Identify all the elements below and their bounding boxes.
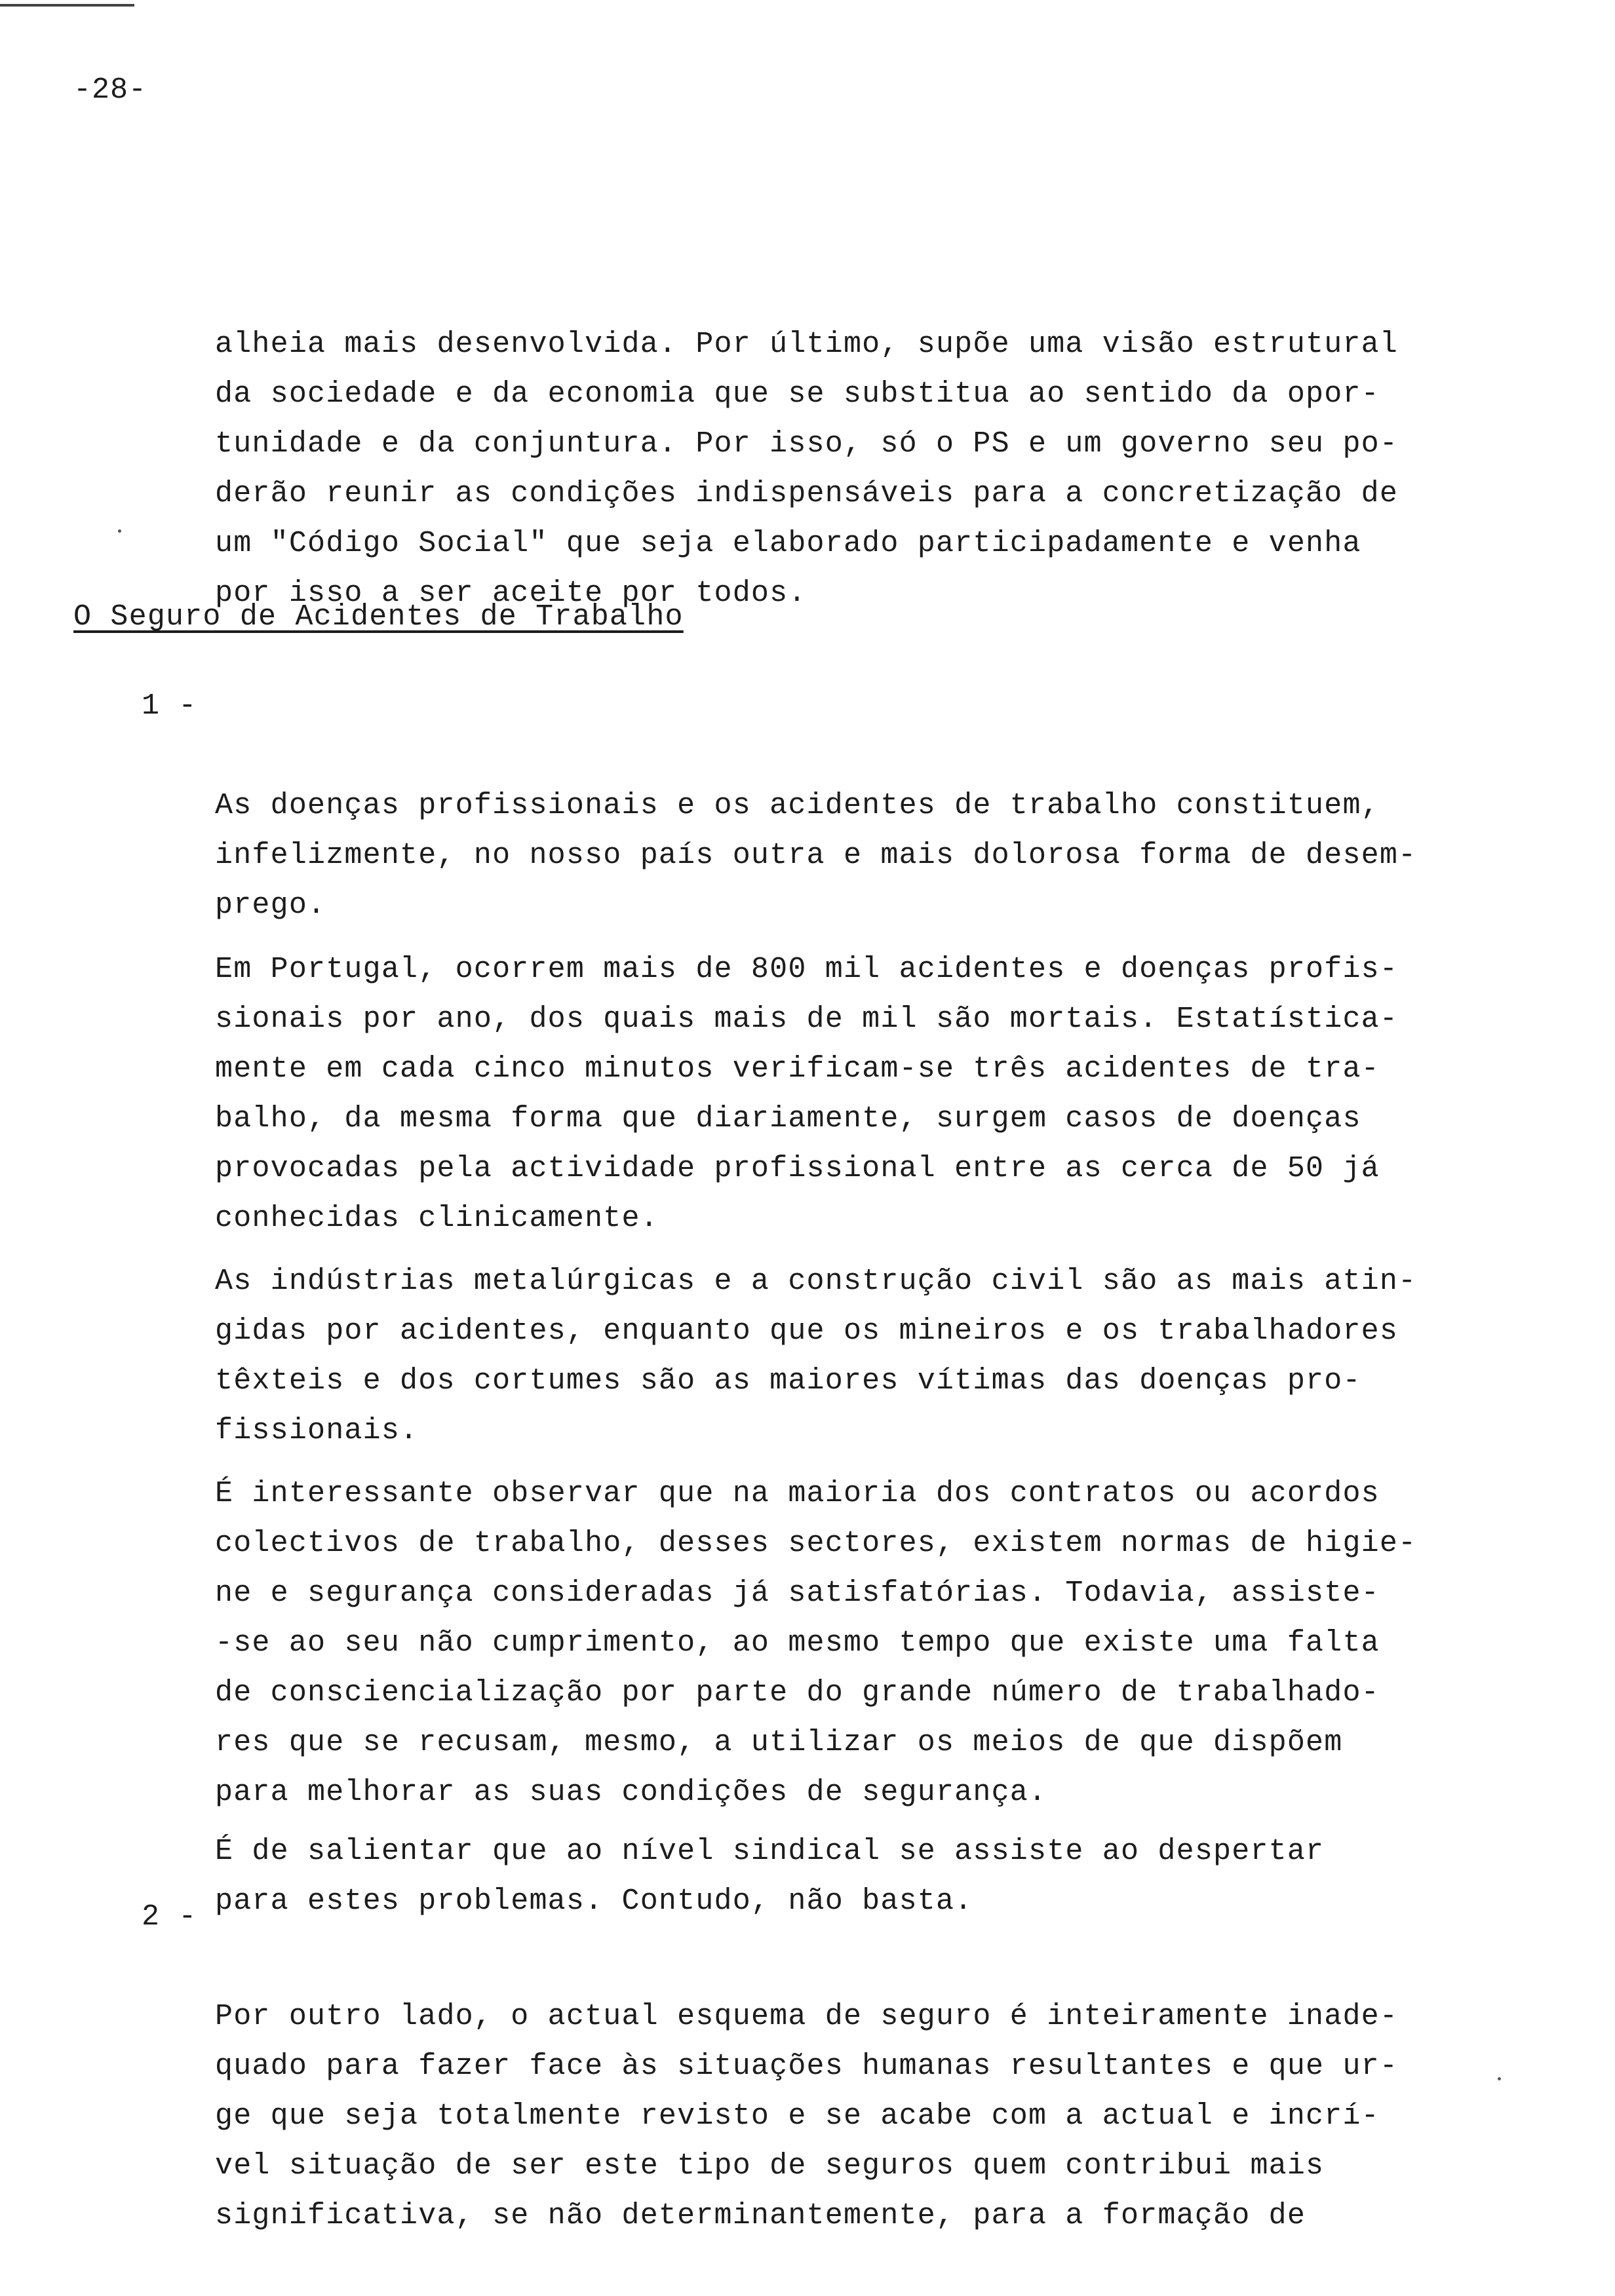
text-line: por isso a ser aceite por todos. [215,577,807,610]
text-line: alheia mais desenvolvida. Por último, supõe uma visão estrutural [215,328,1399,361]
text-line: vel situação de ser este tipo de seguros quem contribui mais [215,2149,1325,2183]
text-line: da sociedade e da economia que se substitua ao sentido da opor- [215,377,1380,411]
text-line: As doenças profissionais e os acidentes de trabalho constituem, [215,789,1380,822]
text-line: Em Portugal, ocorrem mais de 800 mil acidentes e doenças profis- [215,953,1399,986]
text-line: têxteis e dos cortumes são as maiores vítimas das doenças pro- [215,1364,1361,1398]
text-line: -se ao seu não cumprimento, ao mesmo tempo que existe uma falta [215,1626,1380,1660]
text-line: quado para fazer face às situações humanas resultantes e que ur- [215,2050,1399,2083]
text-line: gidas por acidentes, enquanto que os mineiros e os trabalhadores [215,1314,1399,1348]
text-line: Por outro lado, o actual esquema de seguro é inteiramente inade- [215,2000,1399,2033]
text-line: mente em cada cinco minutos verificam-se três acidentes de tra- [215,1052,1380,1086]
text-line: ge que seja totalmente revisto e se acabe com a actual e incrí- [215,2099,1380,2133]
text-line: para estes problemas. Contudo, não basta. [215,1885,973,1918]
text-line: sionais por ano, dos quais mais de mil são mortais. Estatística- [215,1003,1399,1036]
text-line: balho, da mesma forma que diariamente, surgem casos de doenças [215,1102,1361,1136]
text-line: um "Código Social" que seja elaborado participadamente e venha [215,527,1361,560]
scan-speck [118,529,121,533]
text-line: prego. [215,889,326,922]
text-line: de consciencialização por parte do grande número de trabalhado- [215,1676,1380,1710]
scan-speck [1498,2077,1501,2080]
text-line: colectivos de trabalho, desses sectores, existem normas de higie- [215,1527,1417,1560]
text-line: provocadas pela actividade profissional entre as cerca de 50 já [215,1152,1380,1185]
text-line: As indústrias metalúrgicas e a construção civil são as mais atin- [215,1265,1417,1298]
text-line: É de salientar que ao nível sindical se assiste ao despertar [215,1835,1325,1868]
text-line: tunidade e da conjuntura. Por isso, só o PS e um governo seu po- [215,427,1399,461]
text-line: derão reunir as condições indispensáveis para a concretização de [215,477,1399,510]
text-line: fissionais. [215,1414,419,1447]
text-line: significativa, se não determinantemente, para a formação de [215,2199,1306,2232]
text-line: conhecidas clinicamente. [215,1202,659,1235]
text-line: infelizmente, no nosso país outra e mais dolorosa forma de desem- [215,839,1417,872]
text-line: É interessante observar que na maioria dos contratos ou acordos [215,1477,1380,1510]
text-line: ne e segurança consideradas já satisfatórias. Todavia, assiste- [215,1577,1380,1610]
item-number: 2 - [142,1900,197,1934]
text-line: res que se recusam, mesmo, a utilizar os meios de que dispõem [215,1726,1343,1759]
page-number: -28- [73,73,147,107]
top-rule [0,4,134,7]
item2-paragraph [215,1892,1398,2291]
section-heading: O Seguro de Acidentes de Trabalho [73,600,684,634]
text-line: para melhorar as suas condições de segurança. [215,1776,1047,1809]
item-number: 1 - [142,689,197,723]
